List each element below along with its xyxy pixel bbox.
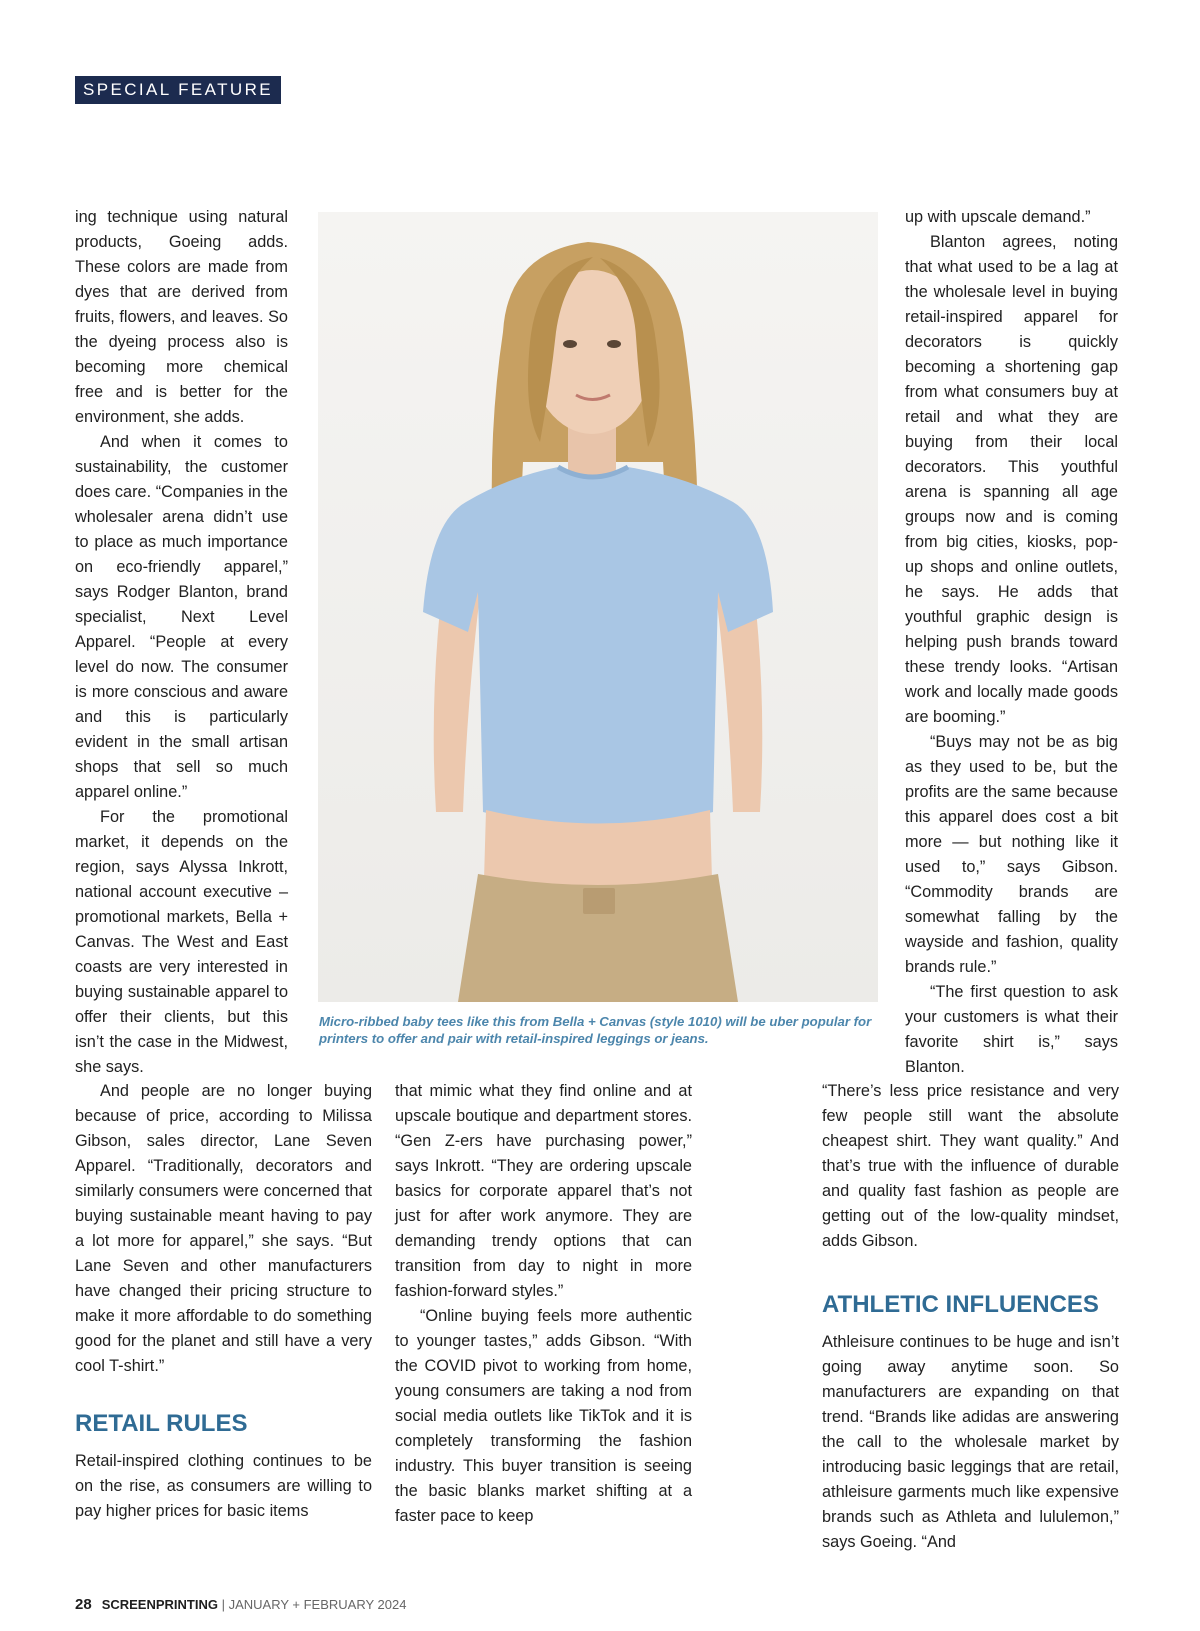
paragraph: Blanton agrees, noting that what used to be a lag at the wholesale level in buying retail-inspired apparel for decorators is quickly becoming a shortening gap from what consumers buy at retail and what they are buying from their local decorators. This youthful arena is spanning all age groups now and is coming from big cities, kiosks, pop-up shops and online outlets, he says. He adds that youthful graphic design is helping push brands toward these trendy looks. “Artisan work and locally made goods are booming.”	[905, 233, 1118, 726]
paragraph: ing technique using natural products, Goeing adds. These colors are made from dyes that are derived from fruits, flowers, and leaves. So the dyeing process also is becoming more chemical free and is better for the environment, she adds.	[75, 208, 288, 426]
paragraph: “The first question to ask your customers is what their favorite shirt is,” says Blanton.	[905, 983, 1118, 1076]
issue-date: JANUARY + FEBRUARY 2024	[228, 1597, 407, 1612]
column-1-bottom	[75, 1079, 372, 1524]
paragraph: Retail-inspired clothing continues to be on the rise, as consumers are willing to pay higher prices for basic items	[75, 1452, 372, 1520]
paragraph: “Online buying feels more authentic to younger tastes,” adds Gibson. “With the COVID pivot to working from home, young consumers are taking a nod from social media outlets like TikTok and it is completely transforming the fashion industry. This buyer transition is seeing the basic blanks market shifting at a faster pace to keep	[395, 1307, 692, 1525]
column-3-top	[905, 205, 1118, 1080]
page-footer	[75, 1596, 406, 1614]
paragraph: For the promotional market, it depends on the region, says Alyssa Inkrott, national account executive – promotional markets, Bella + Canvas. The West and East coasts are very interested in buying sustainable apparel to offer their clients, but this isn’t the case in the Midwest, she says.	[75, 808, 288, 1076]
column-1-top	[75, 205, 288, 1080]
model-illustration	[318, 212, 878, 1002]
column-3-bottom	[822, 1079, 1119, 1555]
page-number: 28	[75, 1596, 92, 1613]
paragraph: “There’s less price resistance and very few people still want the absolute cheapest shirt. They want quality.” And that’s true with the influence of durable and quality fast fashion as people are getting out of the low-quality mindset, adds Gibson.	[822, 1082, 1119, 1250]
paragraph: that mimic what they find online and at upscale boutique and department stores. “Gen Z-ers have purchasing power,” says Inkrott. “They are ordering upscale basics for corporate apparel that’s not just for after work anymore. They are demanding trendy options that can transition from day to night in more fashion-forward styles.”	[395, 1082, 692, 1300]
paragraph: “Buys may not be as big as they used to be, but the profits are the same because this apparel does cost a bit more — but nothing like it used to,” says Gibson. “Commodity brands are somewhat falling by the wayside and fashion, quality brands rule.”	[905, 733, 1118, 976]
photo-model-in-crop-tee	[318, 212, 878, 1002]
photo-caption: Micro-ribbed baby tees like this from Bella + Canvas (style 1010) will be uber popular for printers to offer and pair with retail-inspired leggings or jeans.	[319, 1014, 872, 1046]
paragraph: up with upscale demand.”	[905, 208, 1091, 226]
column-2-bottom	[395, 1079, 692, 1529]
heading-retail-rules: RETAIL RULES	[75, 1410, 248, 1437]
section-label: SPECIAL FEATURE	[75, 76, 281, 104]
heading-athletic-influences: ATHLETIC INFLUENCES	[822, 1291, 1099, 1318]
paragraph: And people are no longer buying because of price, according to Milissa Gibson, sales director, Lane Seven Apparel. “Traditionally, decorators and similarly consumers were concerned that buying sustainable meant having to pay a lot more for apparel,” she says. “But Lane Seven and other manufacturers have changed their pricing structure to make it more affordable to do something good for the planet and still have a very cool T-shirt.”	[75, 1082, 372, 1375]
paragraph: And when it comes to sustainability, the customer does care. “Companies in the wholesaler arena didn’t use to place as much importance on eco-friendly apparel,” says Rodger Blanton, brand specialist, Next Level Apparel. “People at every level do now. The consumer is more conscious and aware and this is particularly evident in the small artisan shops that sell so much apparel online.”	[75, 433, 288, 801]
footer-separator: |	[217, 1597, 229, 1612]
magazine-name: SCREENPRINTING	[101, 1597, 218, 1612]
paragraph: Athleisure continues to be huge and isn’t going away anytime soon. So manufacturers are expanding on that trend. “Brands like adidas are answering the call to the wholesale market by introducing basic leggings that are retail, athleisure garments much like expensive brands such as Athleta and lululemon,” says Goeing. “And	[822, 1333, 1119, 1551]
